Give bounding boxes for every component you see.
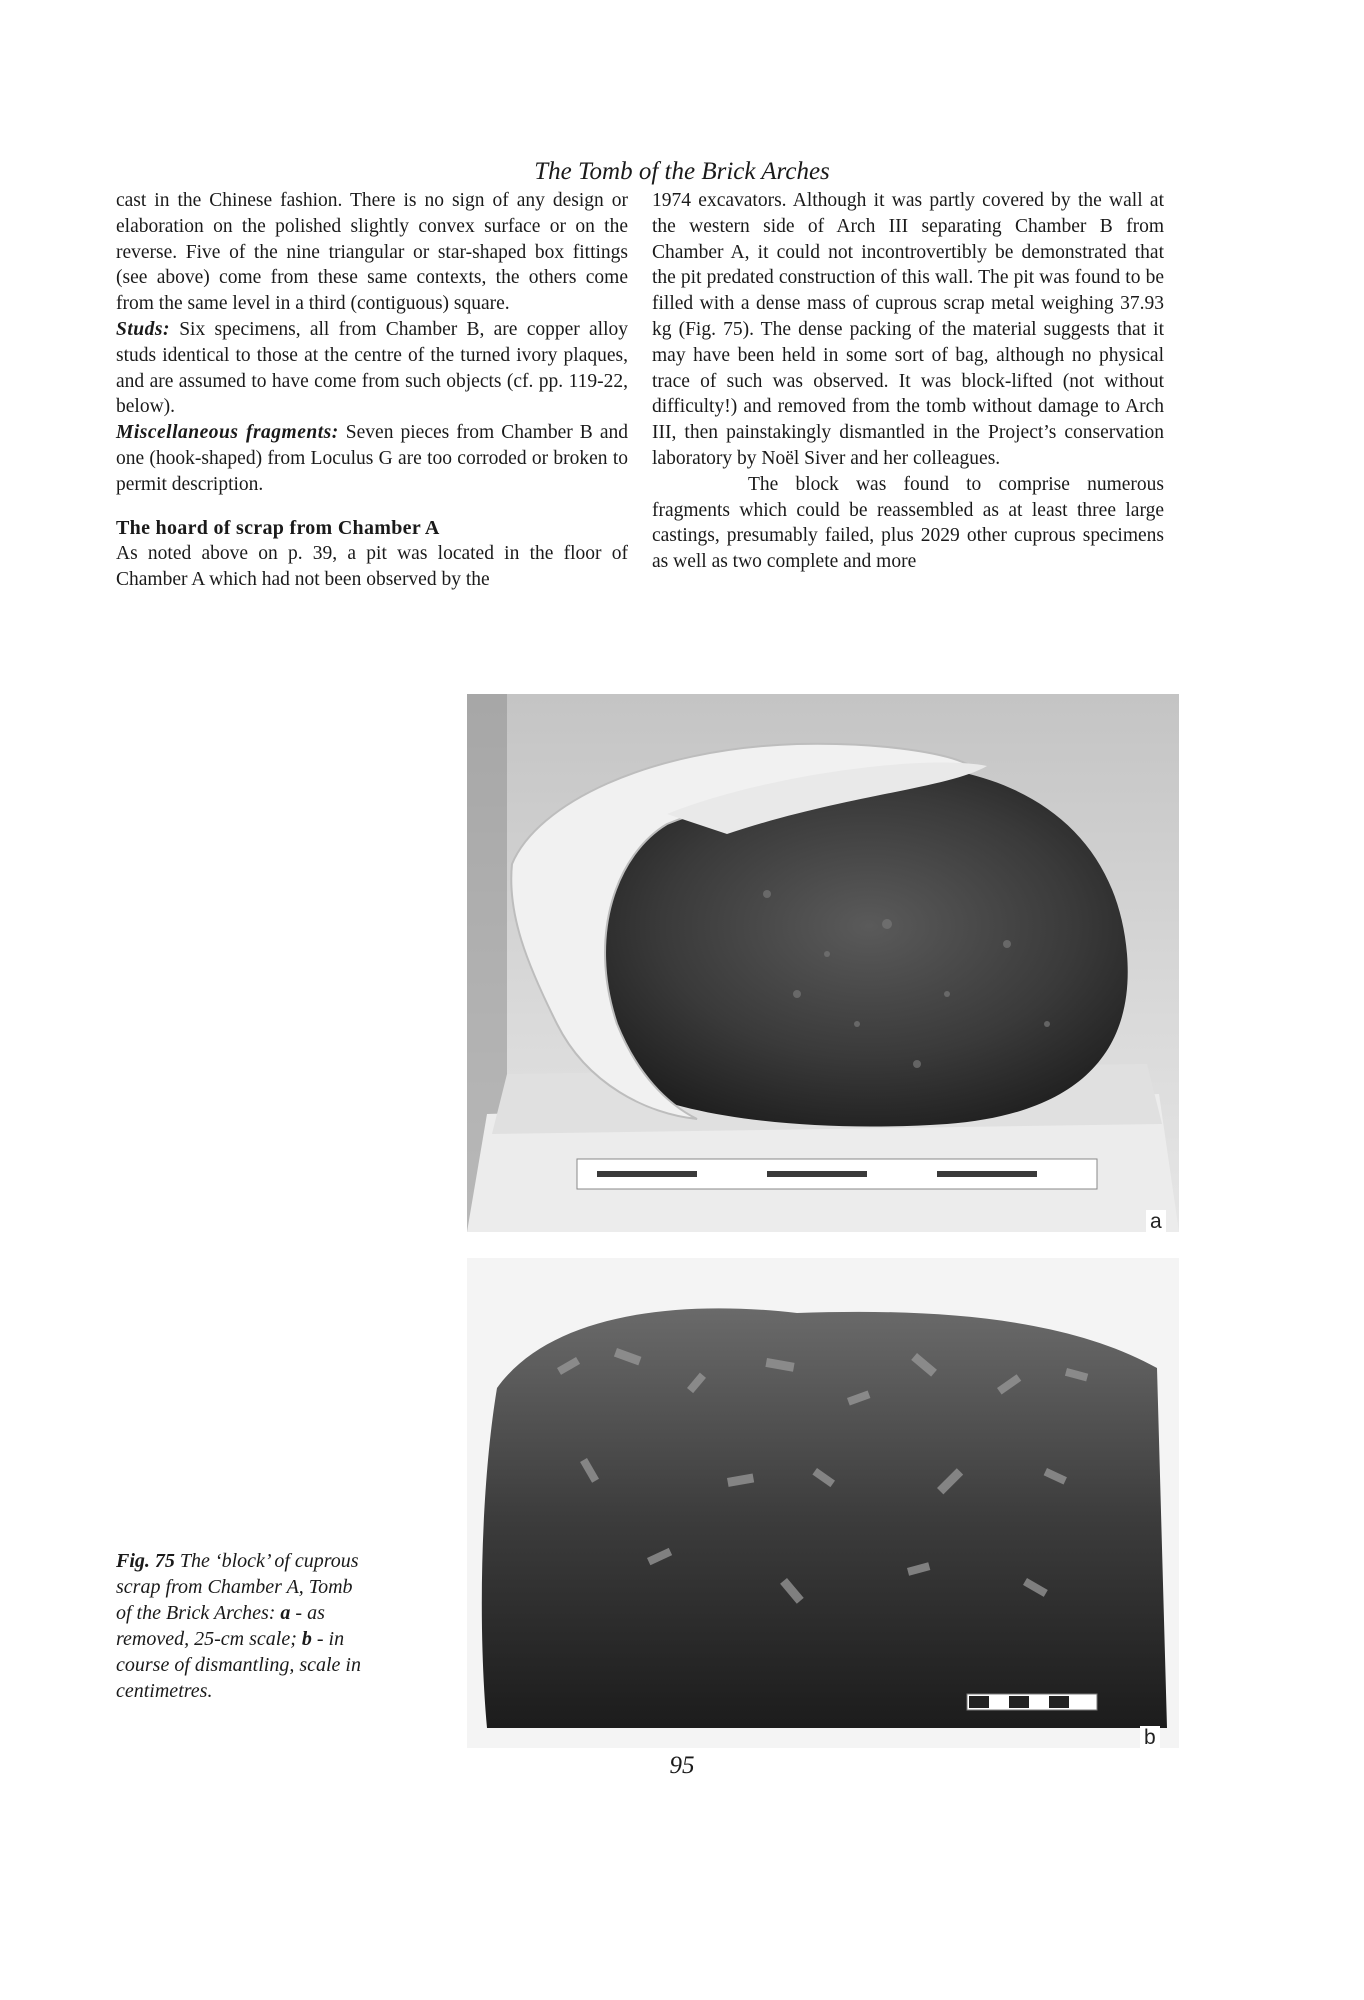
figure-caption: [116, 1548, 366, 1704]
misc-label: Miscellaneous fragments:: [116, 422, 339, 444]
block-photo-image: [467, 694, 1179, 1232]
scrap-photo-image: [467, 1258, 1179, 1748]
studs-text: Six specimens, all from Chamber B, are copper alloy studs identical to those at the centre of the turned ivory plaques, and are assumed to have come from such objects (cf. pp. 119-22, below).: [116, 318, 628, 418]
plate-letter-a: a: [1146, 1210, 1166, 1234]
caption-fig-number: Fig. 75: [116, 1550, 175, 1572]
caption-b-label: b: [301, 1628, 312, 1650]
section-heading: The hoard of scrap from Chamber A: [116, 516, 440, 539]
paragraph: The block was found to comprise numerous fragments which could be reassembled as at least three large castings, presumably failed, plus 2029 other cuprous specimens as well as two complete and more: [652, 473, 1164, 573]
studs-paragraph: [116, 317, 628, 420]
paragraph: cast in the Chinese fashion. There is no sign of any design or elaboration on the polished slightly convex surface or on the reverse. Five of the nine triangular or star-shaped box fittings (see above) come from these same contexts, the others come from the same level in a third (contiguous) square.: [116, 190, 628, 315]
caption-b-text: - in course of dismantling, scale in centimetres.: [116, 1628, 361, 1702]
caption-a-text: - as removed, 25-cm scale;: [116, 1602, 325, 1650]
figure-photo-b: [467, 1258, 1179, 1748]
caption-a-label: a: [280, 1602, 291, 1624]
left-column: [116, 188, 628, 593]
right-column: [652, 188, 1164, 575]
page-number: 95: [669, 1752, 695, 1779]
plate-letter-b: b: [1140, 1726, 1160, 1750]
caption-intro: The ‘block’ of cuprous scrap from Chamber A, Tomb of the Brick Arches:: [116, 1550, 359, 1624]
misc-paragraph: [116, 420, 628, 497]
figure-photo-a: [467, 694, 1179, 1232]
misc-text: Seven pieces from Chamber B and one (hook-shaped) from Loculus G are too corroded or broken to permit description.: [116, 422, 628, 495]
paragraph: 1974 excavators. Although it was partly covered by the wall at the western side of Arch III separating Chamber B from Chamber A, it could not incontrovertibly be demonstrated that the pit predated construction of this wall. The pit was found to be filled with a dense mass of cuprous scrap metal weighing 37.93 kg (Fig. 75). The dense packing of the material suggests that it may have been held in some sort of bag, although no physical trace of such was observed. It was block-lifted (not without difficulty!) and removed from the tomb without damage to Arch III, then painstakingly dismantled in the Project’s conservation laboratory by Noël Siver and her colleagues.: [652, 190, 1164, 469]
studs-label: Studs:: [116, 318, 170, 340]
paragraph: As noted above on p. 39, a pit was located in the floor of Chamber A which had not been observed by the: [116, 543, 628, 591]
running-title: The Tomb of the Brick Arches: [534, 158, 830, 185]
